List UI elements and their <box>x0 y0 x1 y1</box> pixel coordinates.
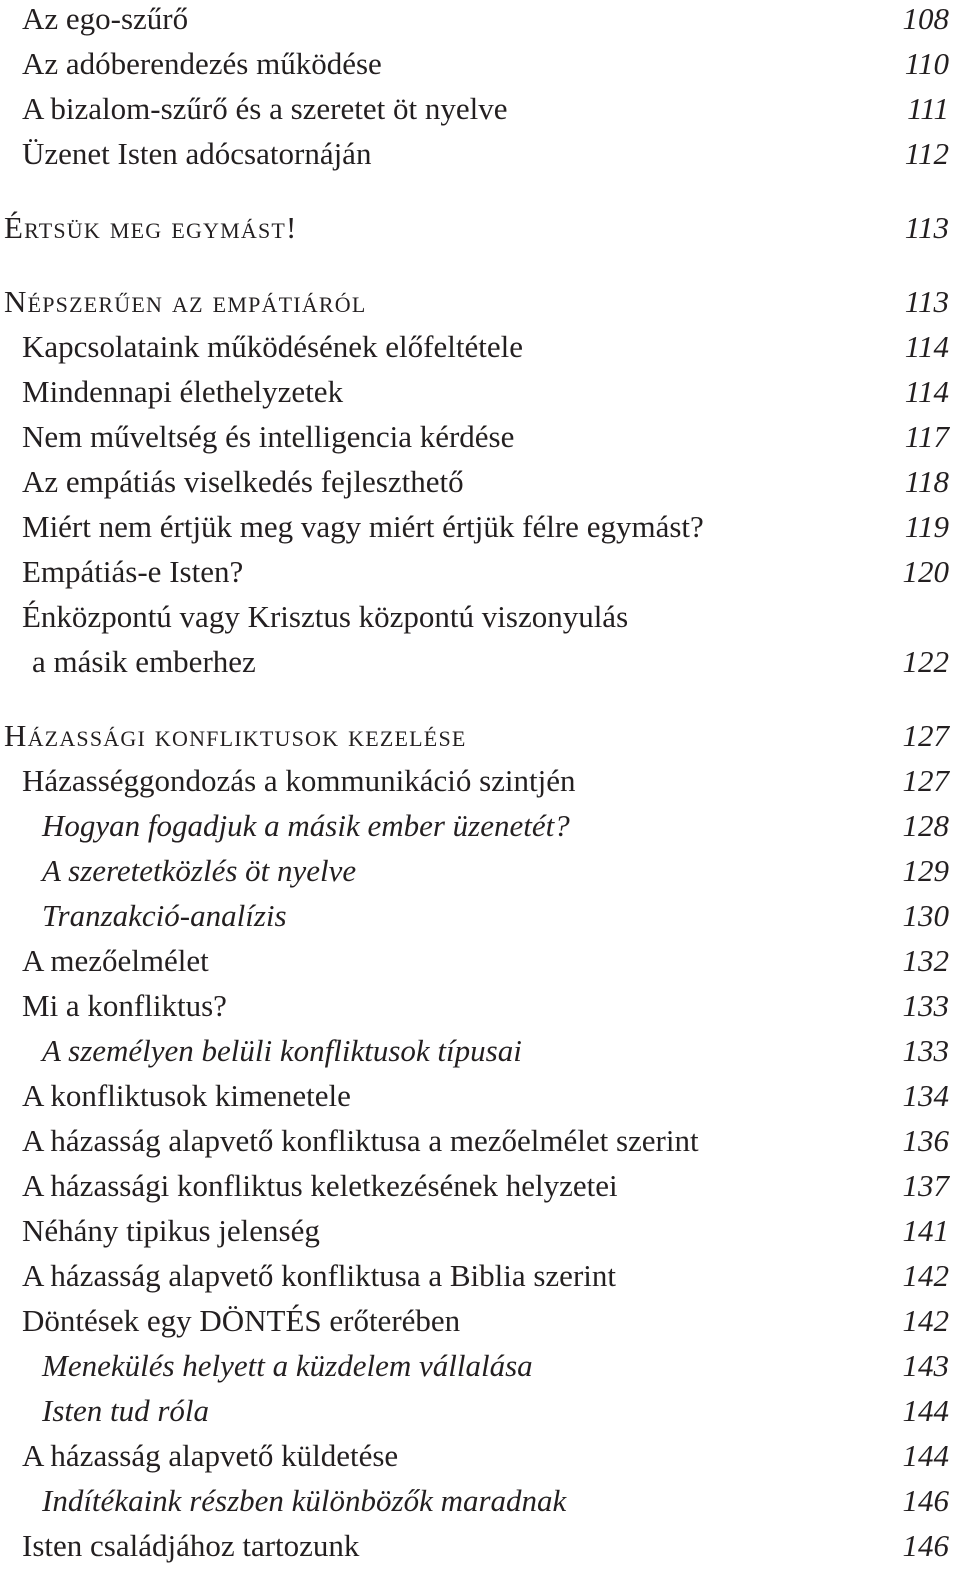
toc-entry <box>22 325 949 369</box>
toc-entry <box>22 505 949 549</box>
toc-entry-page: 130 <box>902 898 949 933</box>
toc-entry-title: Kapcsolataink működésének előfeltétele <box>22 329 523 364</box>
toc-subentry <box>22 1344 949 1388</box>
toc-entry-title: Hogyan fogadjuk a másik ember üzenetét? <box>42 808 570 843</box>
toc-entry-title: Isten tud róla <box>42 1393 210 1428</box>
toc-entry-page: 142 <box>902 1258 949 1293</box>
toc-entry-title: A mezőelmélet <box>22 943 209 978</box>
toc-entry-page: 142 <box>902 1303 949 1338</box>
toc-entry-title: Házasséggondozás a kommunikáció szintjén <box>22 763 576 798</box>
toc-entry-page: 117 <box>904 419 949 454</box>
toc-entry-title: Indítékaink részben különbözők maradnak <box>42 1483 567 1518</box>
toc-entry-page: 134 <box>902 1078 949 1113</box>
toc-entry <box>22 984 949 1028</box>
toc-entry <box>22 595 949 639</box>
toc-entry-page: 129 <box>902 853 949 888</box>
toc-entry-title: Döntések egy DÖNTÉS erőterében <box>22 1303 461 1338</box>
toc-entry-title: Mi a konfliktus? <box>22 988 227 1023</box>
toc-entry-title: A személyen belüli konfliktusok típusai <box>42 1033 522 1068</box>
toc-entry <box>22 1254 949 1298</box>
toc-entry-page: 114 <box>904 329 949 364</box>
toc-section-title: Népszerűen az empátiáról <box>4 284 367 319</box>
toc-entry-page: 110 <box>904 46 949 81</box>
toc-entry-title: Az adóberendezés működése <box>22 46 382 81</box>
toc-entry <box>22 550 949 594</box>
toc-section-heading <box>4 714 949 758</box>
toc-entry-title: Isten családjához tartozunk <box>22 1528 360 1563</box>
toc-entry <box>22 1299 949 1343</box>
toc-section-page: 127 <box>902 718 949 753</box>
toc-entry-page: 119 <box>904 509 949 544</box>
toc-entry-page: 120 <box>902 554 949 589</box>
toc-entry-page: 132 <box>902 943 949 978</box>
toc-subentry <box>22 894 949 938</box>
toc-entry-title: A házasság alapvető konfliktusa a mezőelmélet szerint <box>22 1123 699 1158</box>
toc-entry <box>22 87 949 131</box>
toc-subentry <box>22 1479 949 1523</box>
toc-entry-title: Néhány tipikus jelenség <box>22 1213 320 1248</box>
toc-entry-title: Az ego-szűrő <box>22 1 189 36</box>
toc-entry-page: 141 <box>902 1213 949 1248</box>
toc-entry <box>22 759 949 803</box>
toc-entry <box>22 1074 949 1118</box>
toc-entry-page: 127 <box>902 763 949 798</box>
toc-entry-title: A házasság alapvető küldetése <box>22 1438 399 1473</box>
toc-entry-title: A bizalom-szűrő és a szeretet öt nyelve <box>22 91 508 126</box>
toc-entry-title: Nem műveltség és intelligencia kérdése <box>22 419 515 454</box>
toc-entry-page: 144 <box>902 1393 949 1428</box>
toc-entry-page: 143 <box>902 1348 949 1383</box>
toc-entry-title: Mindennapi élethelyzetek <box>22 374 344 409</box>
toc-section-heading <box>4 206 949 250</box>
toc-entry <box>22 415 949 459</box>
toc-subentry <box>22 849 949 893</box>
toc-entry <box>22 42 949 86</box>
toc-entry-title: Az empátiás viselkedés fejleszthető <box>22 464 464 499</box>
toc-entry <box>22 370 949 414</box>
toc-entry <box>22 1434 949 1478</box>
toc-entry <box>22 460 949 504</box>
toc-entry-page: 136 <box>902 1123 949 1158</box>
toc-entry-title: A konfliktusok kimenetele <box>22 1078 351 1113</box>
toc-entry <box>22 1524 949 1568</box>
toc-entry <box>22 0 949 41</box>
toc-section-title: Értsük meg egymást! <box>4 210 298 245</box>
toc-entry <box>22 132 949 176</box>
toc-entry-page: 112 <box>904 136 949 171</box>
toc-section-heading <box>4 280 949 324</box>
toc-entry-title: Tranzakció-analízis <box>42 898 287 933</box>
toc-entry-page: 118 <box>904 464 949 499</box>
toc-entry <box>22 939 949 983</box>
toc-subentry <box>22 1029 949 1073</box>
toc-section-title: Házassági konfliktusok kezelése <box>4 718 467 753</box>
toc-entry-title: A szeretetközlés öt nyelve <box>42 853 357 888</box>
toc-entry-page: 144 <box>902 1438 949 1473</box>
toc-entry-page: 133 <box>902 1033 949 1068</box>
toc-entry-title: Empátiás-e Isten? <box>22 554 244 589</box>
toc-entry-page: 128 <box>902 808 949 843</box>
toc-entry-title: Menekülés helyett a küzdelem vállalása <box>42 1348 533 1383</box>
toc-subentry <box>22 804 949 848</box>
toc-entry-title: A házasság alapvető konfliktusa a Biblia szerint <box>22 1258 616 1293</box>
toc-entry-page: 122 <box>902 644 949 679</box>
toc-section-page: 113 <box>904 284 949 319</box>
toc-entry-title: Üzenet Isten adócsatornáján <box>22 136 372 171</box>
toc-entry-page: 108 <box>902 1 949 36</box>
toc-entry-page: 146 <box>902 1528 949 1563</box>
toc-entry-title: Miért nem értjük meg vagy miért értjük félre egymást? <box>22 509 704 544</box>
toc-entry-title: A házassági konfliktus keletkezésének helyzetei <box>22 1168 618 1203</box>
toc-entry-page: 111 <box>907 91 949 126</box>
toc-entry-page: 114 <box>904 374 949 409</box>
toc-entry-page: 146 <box>902 1483 949 1518</box>
toc-entry <box>22 1164 949 1208</box>
toc-entry-page: 133 <box>902 988 949 1023</box>
toc-entry-title: Énközpontú vagy Krisztus központú viszonyulás <box>22 599 629 634</box>
toc-section-page: 113 <box>904 210 949 245</box>
toc-entry <box>22 1209 949 1253</box>
toc-subentry <box>22 1389 949 1433</box>
toc-entry-page: 137 <box>902 1168 949 1203</box>
toc-entry-continuation <box>22 640 949 684</box>
toc-entry <box>22 1119 949 1163</box>
toc-entry-title: a másik emberhez <box>32 644 256 679</box>
